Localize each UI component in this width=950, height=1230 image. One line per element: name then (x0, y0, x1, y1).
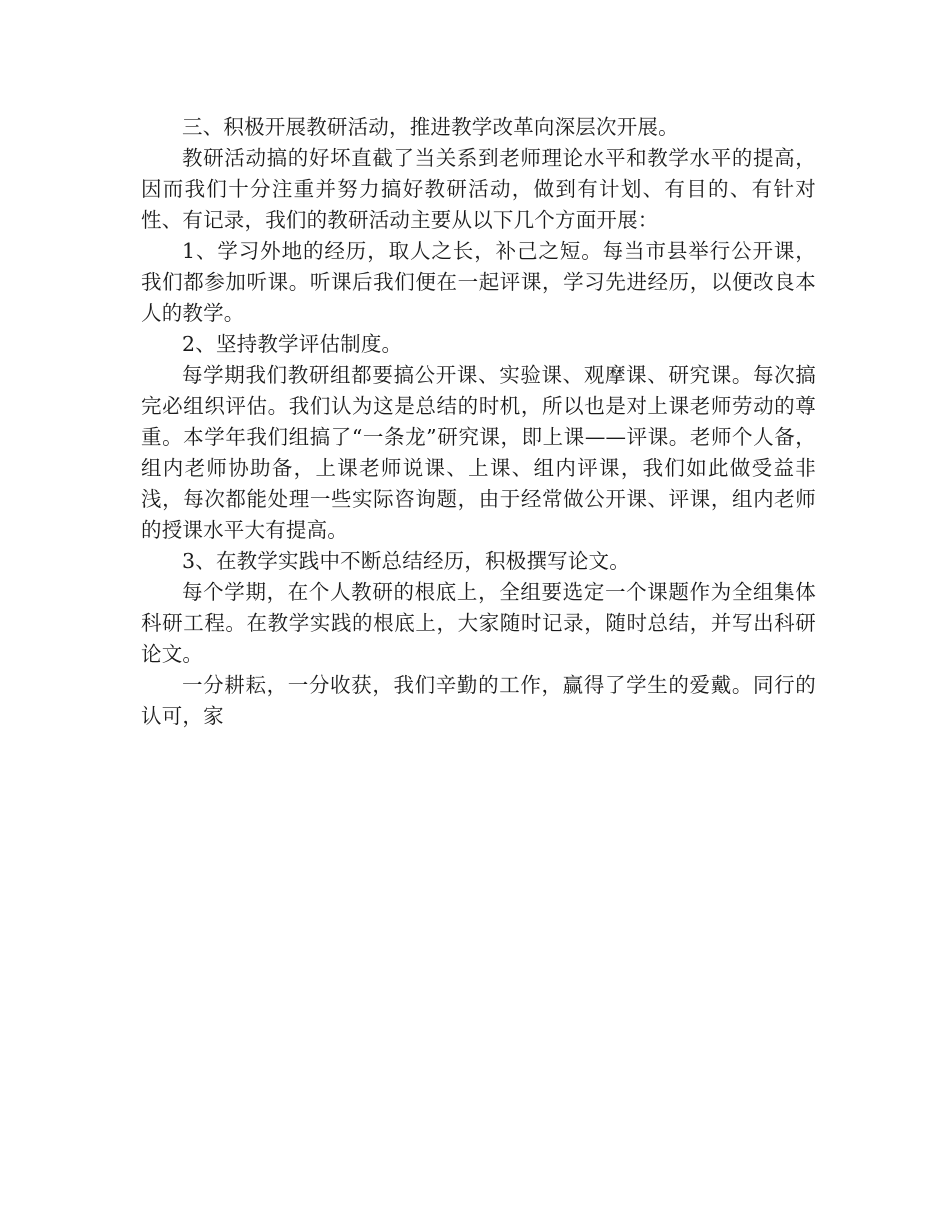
document-body (141, 112, 816, 732)
paragraph-intro: 教研活动搞的好坏直截了当关系到老师理论水平和教学水平的提高，因而我们十分注重并努力搞好教研活动，做到有计划、有目的、有针对性、有记录，我们的教研活动主要从以下几个方面开展： (141, 146, 816, 232)
list-item-2-heading: 2、坚持教学评估制度。 (182, 332, 403, 356)
paragraph-research: 每个学期，在个人教研的根底上，全组要选定一个课题作为全组集体科研工程。在教学实践的根底上，大家随时记录，随时总结，并写出科研论文。 (141, 580, 816, 666)
list-item-3-heading: 3、在教学实践中不断总结经历，积极撰写论文。 (182, 549, 630, 573)
paragraph-evaluation: 每学期我们教研组都要搞公开课、实验课、观摩课、研究课。每次搞完必组织评估。我们认为这是总结的时机，所以也是对上课老师劳动的尊重。本学年我们组搞了“一条龙”研究课，即上课——评课。老师个人备，组内老师协助备，上课老师说课、上课、组内评课，我们如此做受益非浅，每次都能处理一些实际咨询题，由于经常做公开课、评课，组内老师的授课水平大有提高。 (141, 363, 816, 542)
section-heading-3: 三、积极开展教研活动，推进教学改革向深层次开展。 (182, 115, 679, 139)
paragraph-closing: 一分耕耘，一分收获，我们辛勤的工作，赢得了学生的爱戴。同行的认可，家 (141, 673, 816, 728)
list-item-1: 1、学习外地的经历，取人之长，补己之短。每当市县举行公开课，我们都参加听课。听课后我们便在一起评课，学习先进经历，以便改良本人的教学。 (141, 239, 816, 325)
